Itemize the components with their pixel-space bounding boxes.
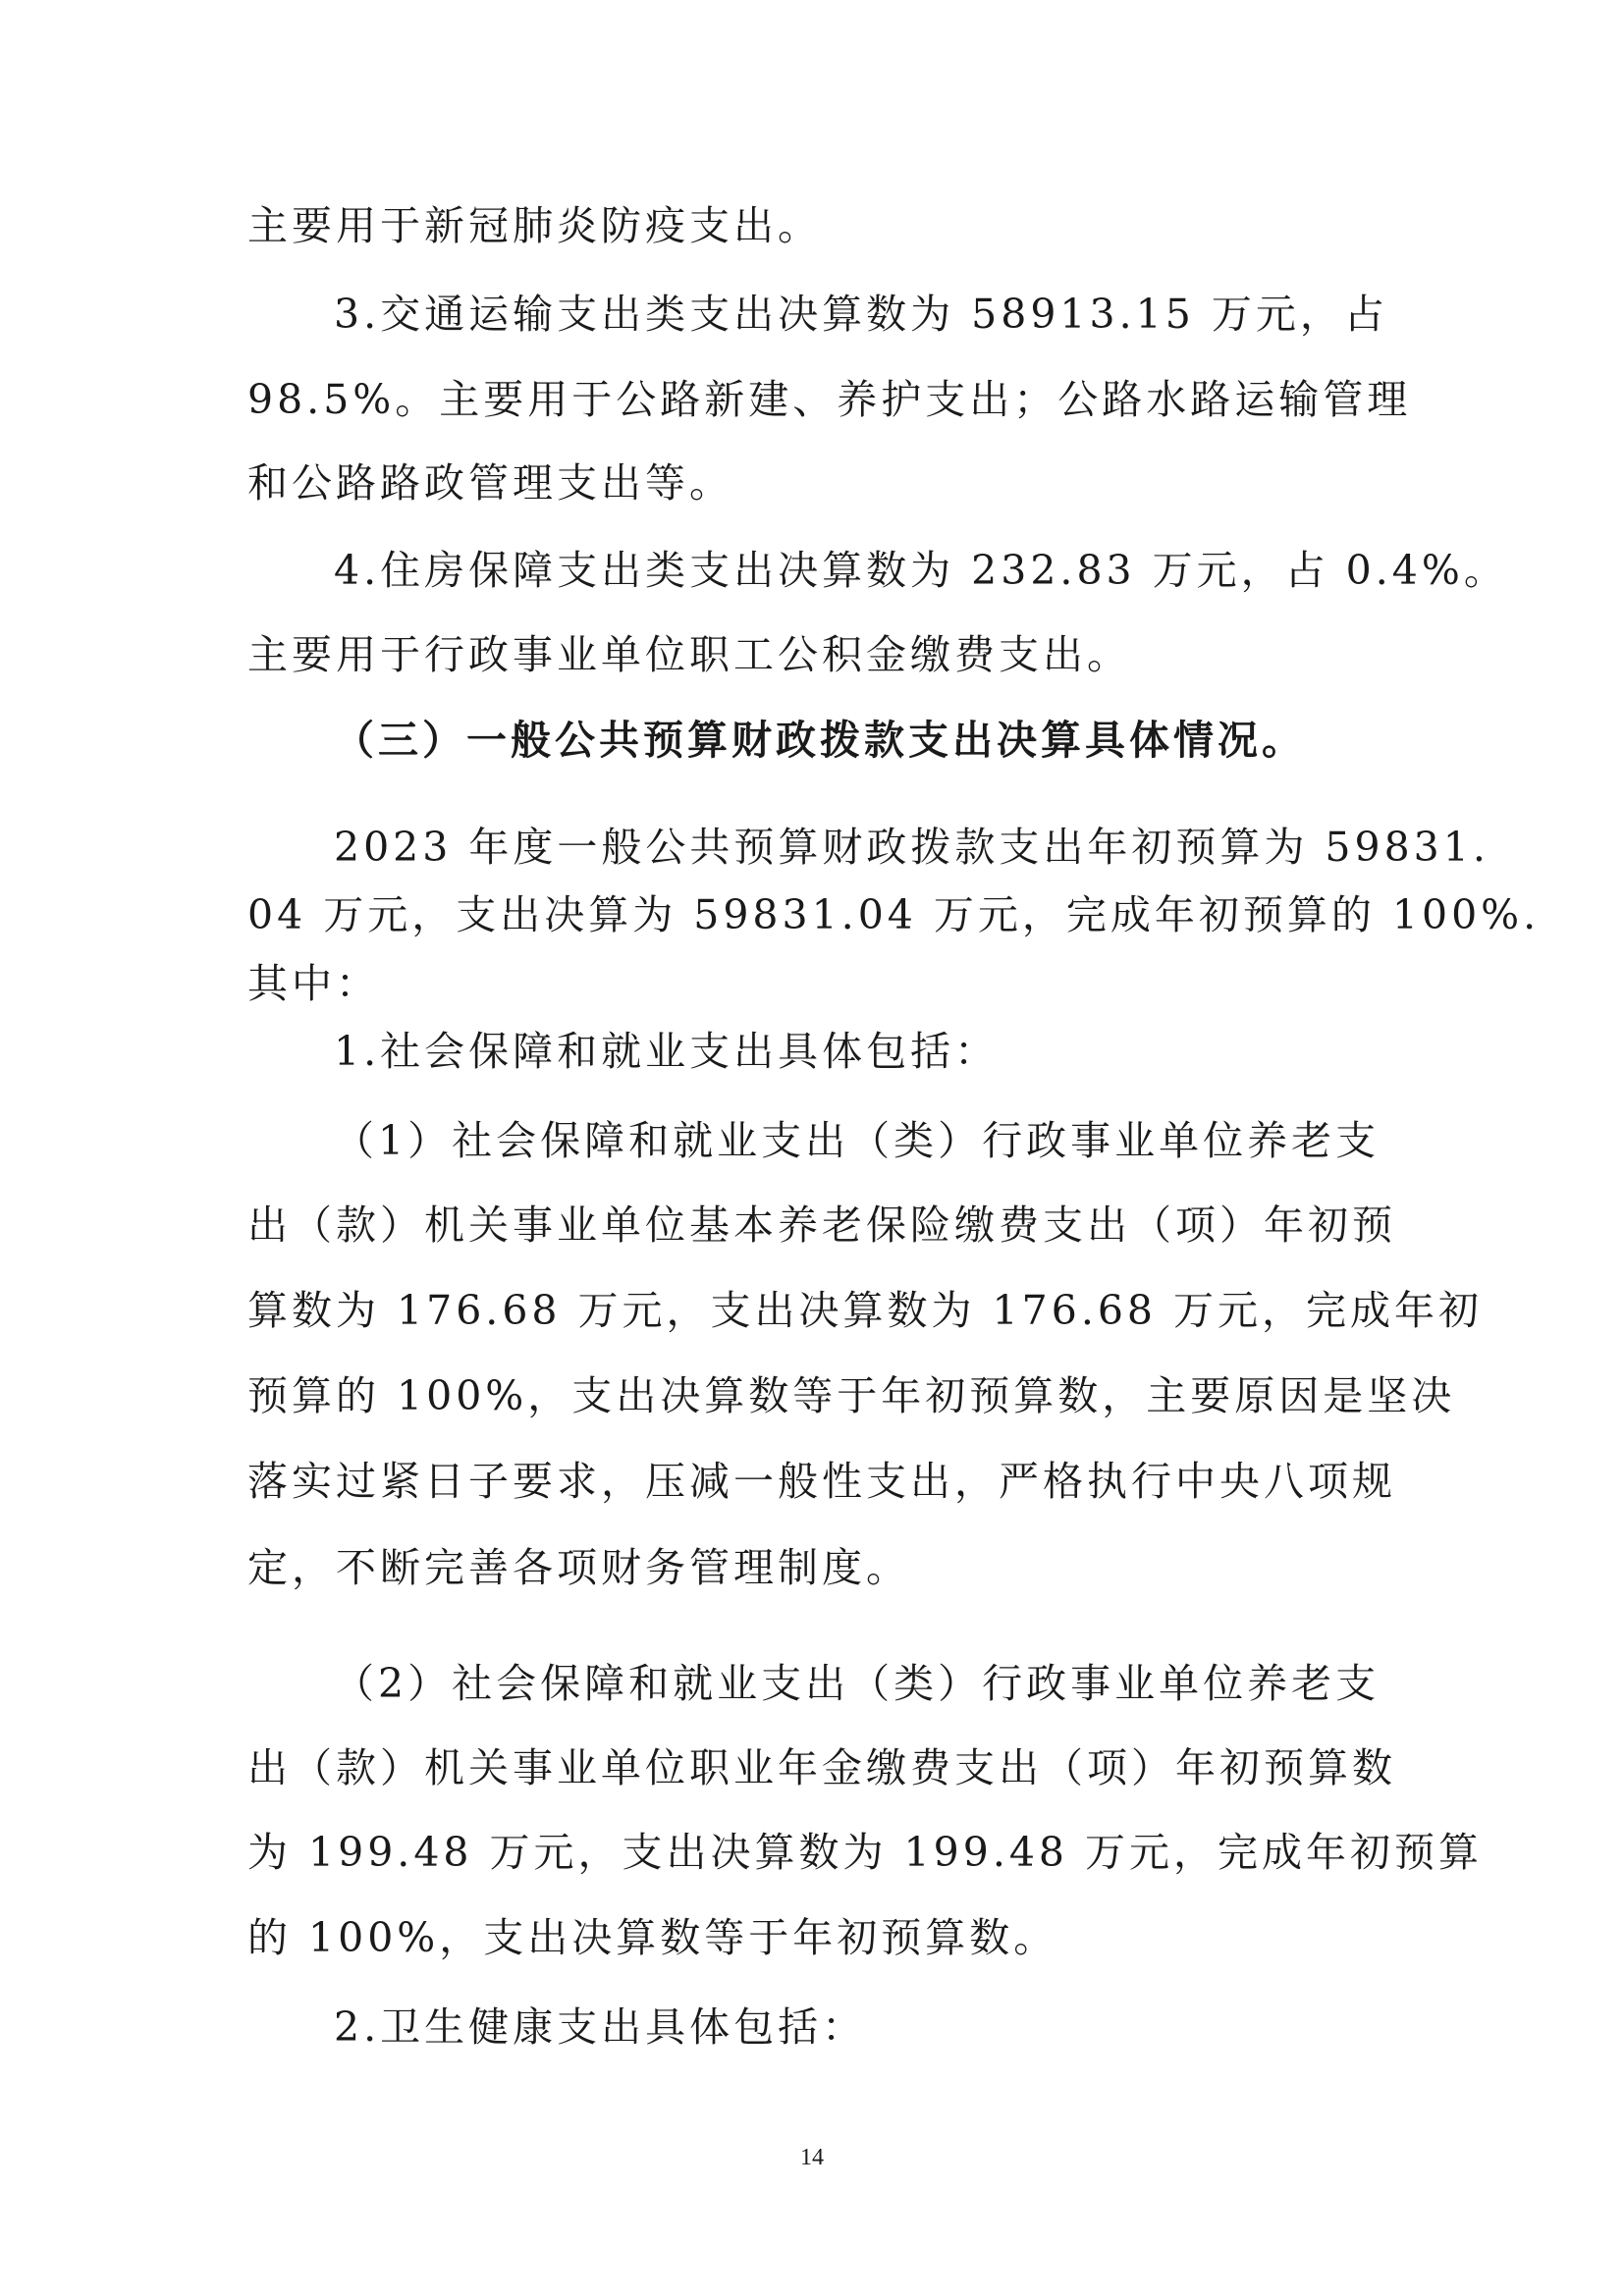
- text-line: 和公路路政管理支出等。: [247, 459, 733, 507]
- text-line: 2.卫生健康支出具体包括：: [334, 2003, 867, 2051]
- text-line: 的 100%，支出决算数等于年初预算数。: [247, 1914, 1058, 1961]
- text-line: 主要用于行政事业单位职工公积金缴费支出。: [247, 631, 1131, 678]
- text-line: 其中：: [247, 960, 380, 1007]
- text-line: 预算的 100%，支出决算数等于年初预算数，主要原因是坚决: [247, 1372, 1456, 1419]
- text-line: 为 199.48 万元，支出决算数为 199.48 万元，完成年初预算: [247, 1829, 1484, 1876]
- text-line: （2）社会保障和就业支出（类）行政事业单位养老支: [334, 1660, 1380, 1707]
- text-line: （1）社会保障和就业支出（类）行政事业单位养老支: [334, 1117, 1380, 1164]
- text-line: 算数为 176.68 万元，支出决算数为 176.68 万元，完成年初: [247, 1287, 1484, 1334]
- text-line: 落实过紧日子要求，压减一般性支出，严格执行中央八项规: [247, 1458, 1396, 1505]
- page-number: 14: [800, 2145, 824, 2170]
- text-line: 主要用于新冠肺炎防疫支出。: [247, 202, 822, 249]
- text-line: 1.社会保障和就业支出具体包括：: [334, 1028, 1000, 1075]
- text-line: 4.住房保障支出类支出决算数为 232.83 万元，占 0.4%。: [334, 547, 1508, 594]
- section-heading: （三）一般公共预算财政拨款支出决算具体情况。: [334, 717, 1306, 764]
- text-line: 定，不断完善各项财务管理制度。: [247, 1544, 910, 1591]
- text-line: 出（款）机关事业单位基本养老保险缴费支出（项）年初预: [247, 1201, 1396, 1249]
- text-line: 2023 年度一般公共预算财政拨款支出年初预算为 59831.: [334, 824, 1489, 871]
- text-line: 04 万元，支出决算为 59831.04 万元，完成年初预算的 100%.: [247, 891, 1541, 938]
- text-line: 出（款）机关事业单位职业年金缴费支出（项）年初预算数: [247, 1744, 1396, 1791]
- text-line: 98.5%。主要用于公路新建、养护支出；公路水路运输管理: [247, 376, 1412, 423]
- text-line: 3.交通运输支出类支出决算数为 58913.15 万元，占: [334, 291, 1388, 338]
